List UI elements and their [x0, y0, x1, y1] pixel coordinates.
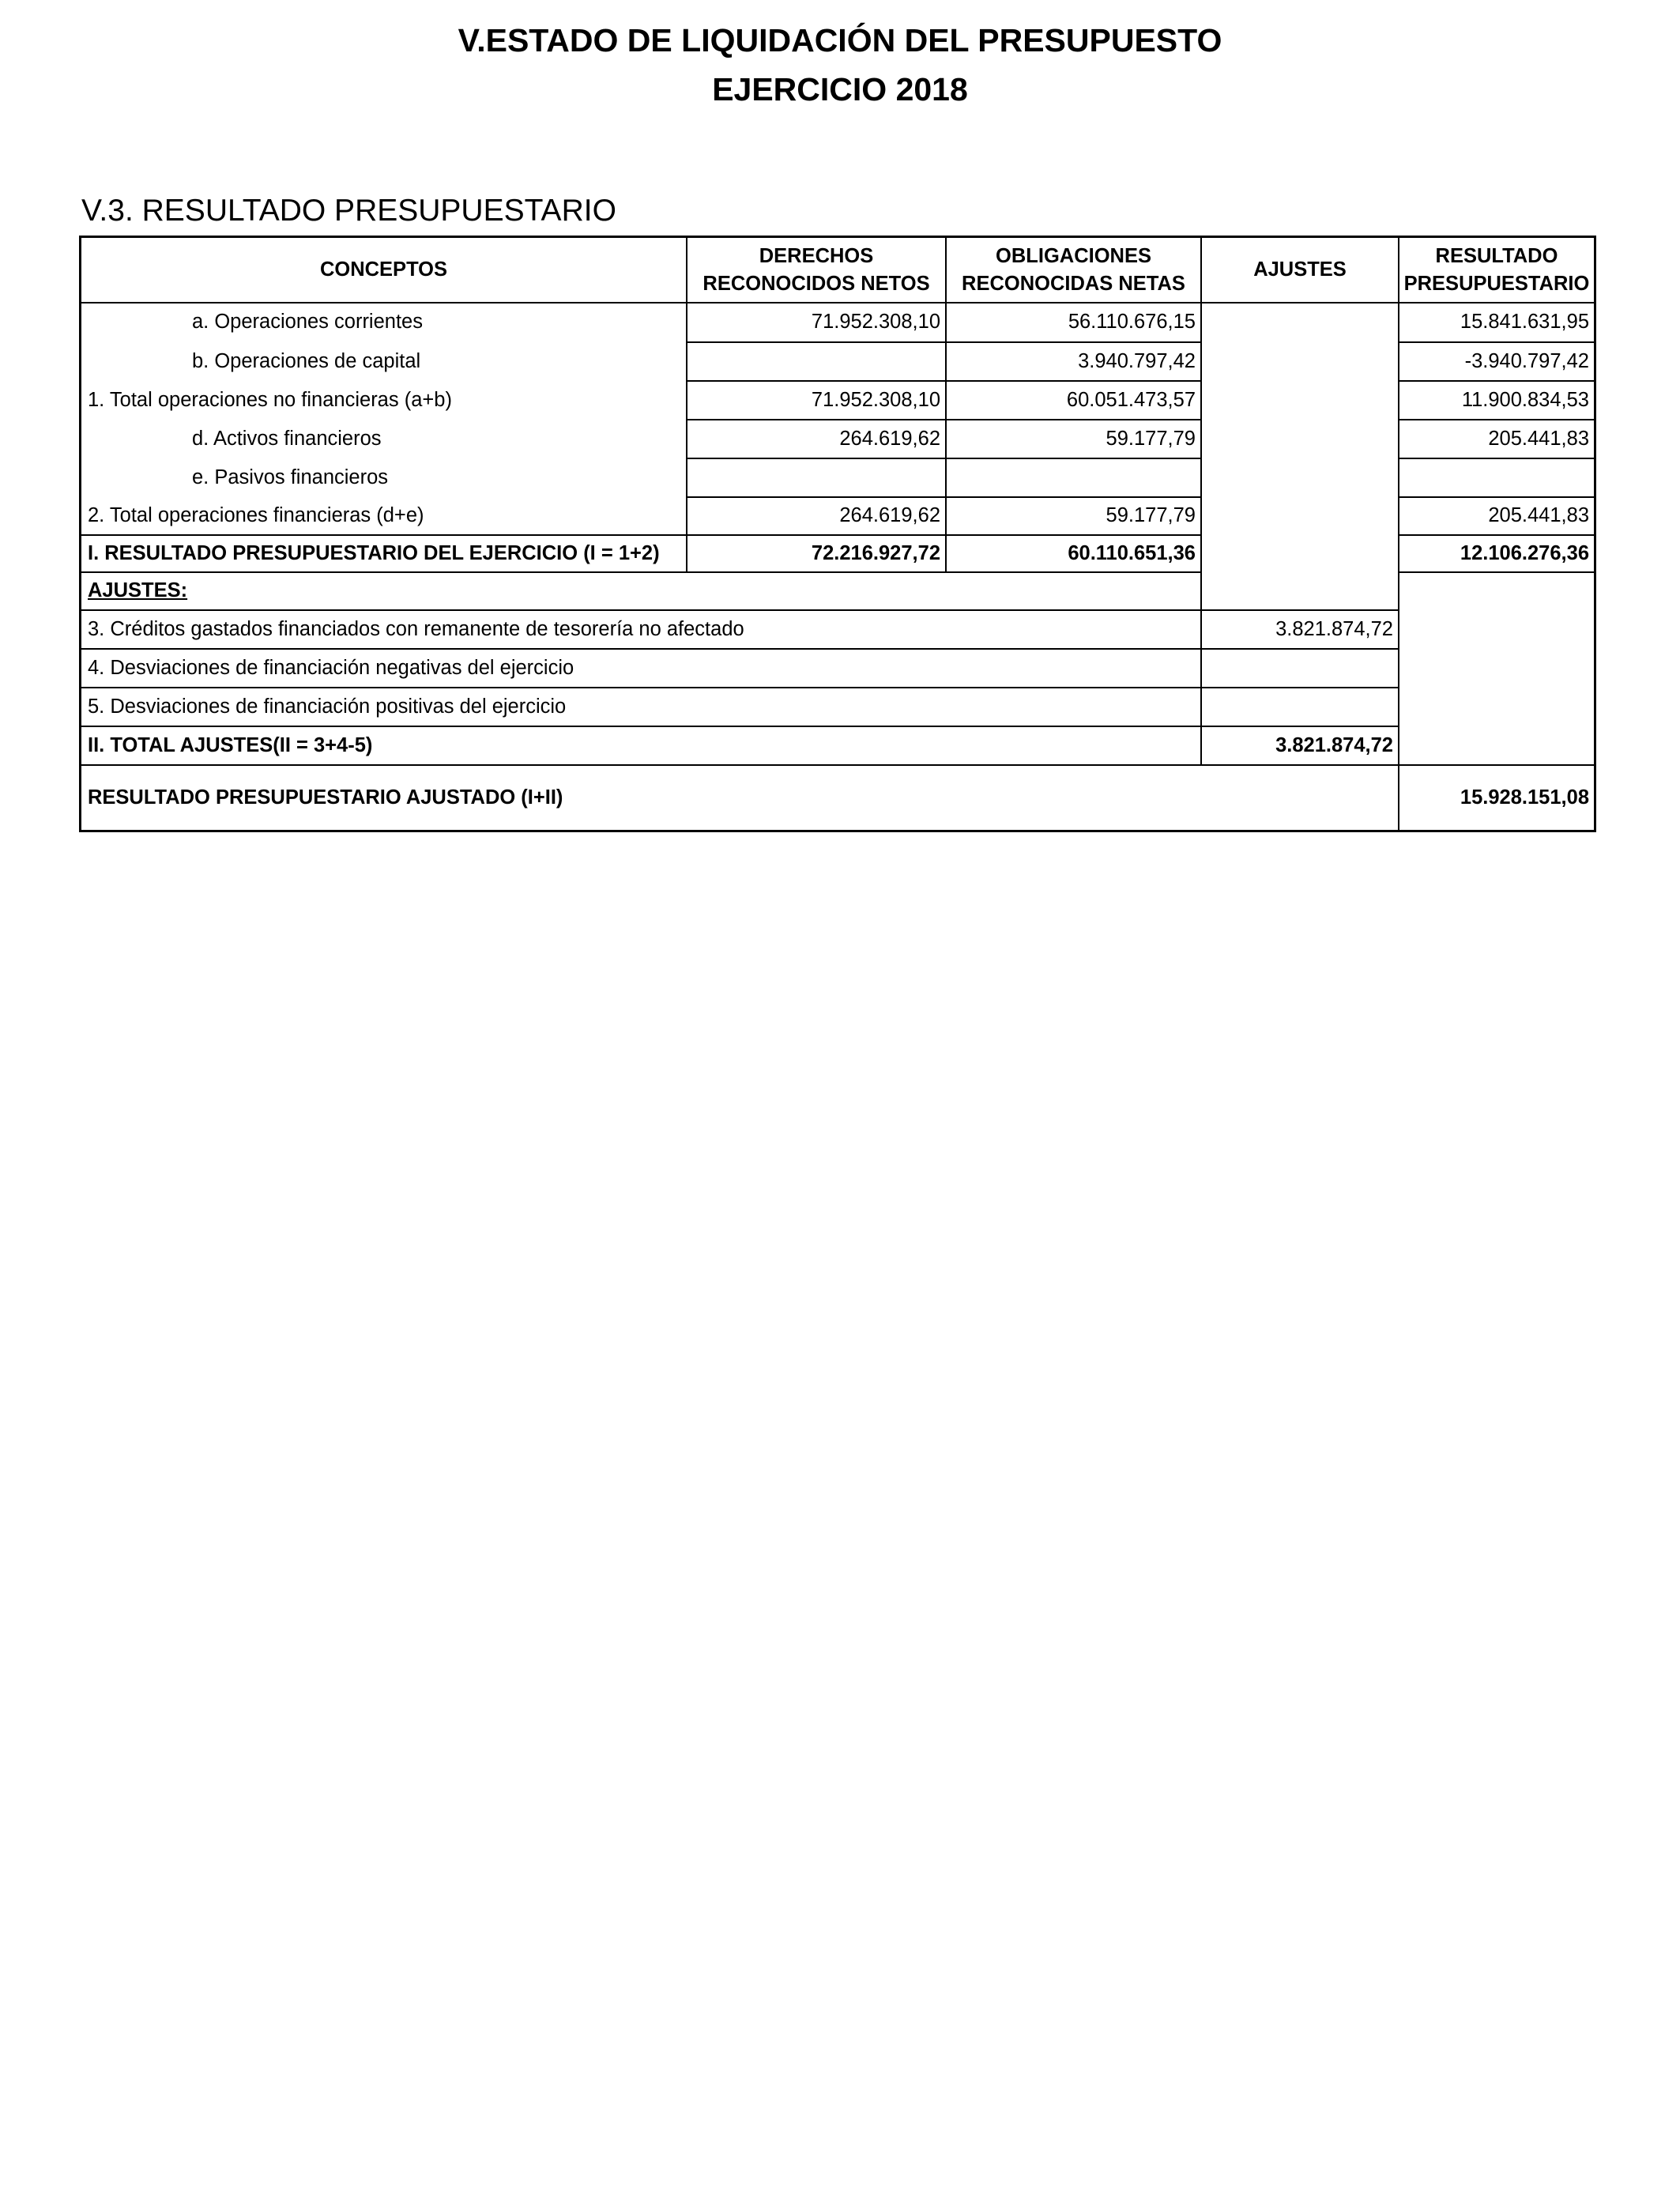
row-e-resultado: [1399, 459, 1594, 496]
row-1-resultado: 11.900.834,53: [1461, 388, 1589, 411]
total-ajustes-valor: 3.821.874,72: [1275, 733, 1393, 756]
row-2-obligaciones: 59.177,79: [1106, 504, 1196, 527]
header-obligaciones: [947, 238, 1200, 302]
header-derechos: [687, 238, 945, 302]
row-b-obligaciones: 3.940.797,42: [1078, 349, 1196, 372]
section-title: V.3. RESULTADO PRESUPUESTARIO: [81, 194, 616, 228]
header-ajustes-label: AJUSTES: [1253, 258, 1347, 281]
header-obligaciones-line1: OBLIGACIONES: [996, 244, 1151, 267]
ajuste-4-valor: [1202, 650, 1398, 687]
ajustes-section-label: AJUSTES:: [88, 579, 188, 602]
header-ajustes: [1202, 238, 1398, 302]
resultado-ajustado-valor: 15.928.151,08: [1460, 786, 1589, 809]
row-a-concepto: a. Operaciones corrientes: [192, 311, 423, 334]
row-2-derechos: 264.619,62: [839, 504, 940, 527]
row-a-resultado: 15.841.631,95: [1460, 311, 1589, 334]
row-d-resultado: 205.441,83: [1488, 427, 1589, 450]
row-e-concepto: e. Pasivos financieros: [192, 466, 389, 488]
row-b-resultado: -3.940.797,42: [1464, 349, 1589, 372]
document-title: V.ESTADO DE LIQUIDACIÓN DEL PRESUPUESTO: [458, 22, 1222, 58]
total-ajustes-concepto: II. TOTAL AJUSTES(II = 3+4-5): [88, 733, 373, 756]
header-resultado-line2: PRESUPUESTARIO: [1403, 272, 1590, 295]
header-conceptos-label: CONCEPTOS: [319, 258, 448, 281]
row-e-derechos: [687, 459, 945, 496]
header-conceptos: [81, 238, 686, 302]
header-derechos-line2: RECONOCIDOS NETOS: [703, 272, 930, 295]
row-1-obligaciones: 60.051.473,57: [1066, 388, 1196, 411]
row-e-obligaciones: [947, 459, 1200, 496]
row-I-derechos: 72.216.927,72: [811, 541, 940, 564]
header-obligaciones-line2: RECONOCIDAS NETAS: [962, 272, 1185, 295]
row-I-obligaciones: 60.110.651,36: [1068, 541, 1196, 564]
row-a-derechos: 71.952.308,10: [811, 311, 940, 334]
ajuste-4-concepto: 4. Desviaciones de financiación negativas del ejercicio: [88, 656, 574, 679]
row-d-concepto: d. Activos financieros: [192, 427, 382, 450]
header-resultado-line1: RESULTADO: [1435, 244, 1558, 267]
ajuste-3-valor: 3.821.874,72: [1275, 617, 1393, 640]
row-2-concepto: 2. Total operaciones financieras (d+e): [88, 504, 424, 527]
ajuste-5-valor: [1202, 688, 1398, 726]
row-b-derechos: [687, 343, 945, 380]
ajuste-3-concepto: 3. Créditos gastados financiados con remanente de tesorería no afectado: [88, 617, 744, 640]
row-2-resultado: 205.441,83: [1488, 504, 1589, 527]
row-d-derechos: 264.619,62: [839, 427, 940, 450]
row-b-concepto: b. Operaciones de capital: [192, 349, 421, 372]
row-1-concepto: 1. Total operaciones no financieras (a+b): [88, 388, 452, 411]
row-I-concepto: I. RESULTADO PRESUPUESTARIO DEL EJERCICIO (I = 1+2): [88, 541, 660, 564]
row-a-obligaciones: 56.110.676,15: [1068, 311, 1196, 334]
header-derechos-line1: DERECHOS: [759, 244, 874, 267]
document-subtitle: EJERCICIO 2018: [712, 71, 968, 107]
row-d-obligaciones: 59.177,79: [1106, 427, 1196, 450]
row-I-resultado: 12.106.276,36: [1460, 541, 1589, 564]
resultado-ajustado-concepto: RESULTADO PRESUPUESTARIO AJUSTADO (I+II): [88, 786, 563, 809]
row-1-derechos: 71.952.308,10: [811, 388, 940, 411]
header-resultado: [1399, 238, 1594, 302]
ajuste-5-concepto: 5. Desviaciones de financiación positivas del ejercicio: [88, 695, 567, 718]
